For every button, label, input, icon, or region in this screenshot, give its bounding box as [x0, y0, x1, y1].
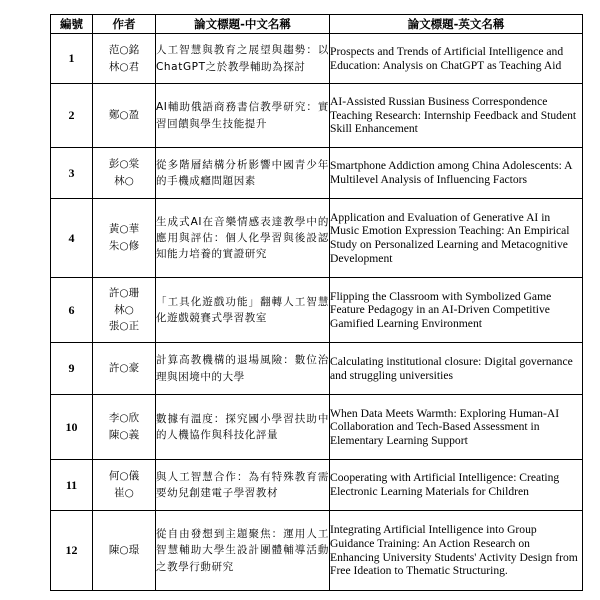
paper-title-zh: AI輔助俄語商務書信教學研究：實習回饋與學生技能提升 — [156, 84, 330, 148]
author-name: 林○ — [114, 175, 134, 187]
paper-authors — [93, 395, 156, 460]
paper-authors — [93, 199, 156, 278]
paper-id: 1 — [51, 34, 93, 84]
header-id: 編號 — [51, 15, 93, 34]
author-name: 林○ — [114, 303, 134, 316]
author-name: 鄭○盈 — [108, 109, 140, 122]
paper-title-zh: 數據有溫度：探究國小學習扶助中的人機協作與科技化評量 — [156, 395, 330, 460]
table-row — [51, 34, 583, 84]
paper-title-en: Cooperating with Artificial Intelligence: Creating Electronic Learning Materials for Children — [330, 460, 583, 511]
paper-authors — [93, 148, 156, 199]
paper-title-en: Calculating institutional closure: Digital governance and struggling universities — [330, 343, 583, 395]
author-name: 彭○棠 — [108, 158, 140, 171]
table-row — [51, 278, 583, 343]
paper-id: 3 — [51, 148, 93, 199]
table-row — [51, 511, 583, 591]
paper-title-en: Integrating Artificial Intelligence into Group Guidance Training: An Action Research on Enhancing University Students' Activity Design from Free Ideation to Thematic Structuring. — [330, 511, 583, 591]
author-name: 何○儀 — [108, 470, 140, 483]
paper-authors — [93, 343, 156, 395]
author-name: 李○欣 — [108, 412, 140, 425]
author-name: 崔○ — [114, 487, 134, 499]
paper-id: 12 — [51, 511, 93, 591]
author-name: 黃○華 — [108, 223, 140, 236]
author-name: 林○君 — [108, 60, 140, 73]
header-authors: 作者 — [93, 15, 156, 34]
paper-authors — [93, 84, 156, 148]
author-name: 許○珊 — [108, 286, 140, 299]
paper-title-en: Smartphone Addiction among China Adolescents: A Multilevel Analysis of Influencing Factors — [330, 148, 583, 199]
table-row — [51, 395, 583, 460]
paper-title-zh: 「工具化遊戲功能」翻轉人工智慧化遊戲競賽式學習教室 — [156, 278, 330, 343]
paper-authors — [93, 511, 156, 591]
author-name: 陳○璟 — [108, 544, 140, 557]
table-row — [51, 460, 583, 511]
paper-id: 9 — [51, 343, 93, 395]
author-name: 許○豪 — [108, 362, 140, 375]
paper-title-en: Application and Evaluation of Generative AI in Music Emotion Expression Teaching: An Empirical Study on Personalized Learning and Metacognitive Development — [330, 199, 583, 278]
paper-id: 10 — [51, 395, 93, 460]
paper-authors — [93, 460, 156, 511]
header-title-en: 論文標題-英文名稱 — [330, 15, 583, 34]
papers-table — [50, 14, 583, 591]
author-name: 范○銘 — [108, 43, 140, 56]
paper-id: 4 — [51, 199, 93, 278]
paper-title-zh: 與人工智慧合作：為有特殊教育需要幼兒創建電子學習教材 — [156, 460, 330, 511]
paper-title-zh: 人工智慧與教育之展望與趨勢：以ChatGPT之於教學輔助為探討 — [156, 34, 330, 84]
paper-title-en: AI-Assisted Russian Business Correspondence Teaching Research: Internship Feedback and Student Skill Enhancement — [330, 84, 583, 148]
paper-id: 11 — [51, 460, 93, 511]
paper-title-zh: 計算高教機構的退場風險：數位治理與困境中的大學 — [156, 343, 330, 395]
table-row — [51, 199, 583, 278]
header-title-zh: 論文標題-中文名稱 — [156, 15, 330, 34]
table-row — [51, 343, 583, 395]
paper-id: 6 — [51, 278, 93, 343]
author-name: 陳○義 — [108, 429, 140, 441]
paper-authors — [93, 34, 156, 84]
paper-authors — [93, 278, 156, 343]
paper-title-en: When Data Meets Warmth: Exploring Human-AI Collaboration and Tech-Based Assessment in Elementary Learning Support — [330, 395, 583, 460]
paper-title-zh: 生成式AI在音樂情感表達教學中的應用與評估：個人化學習與後設認知能力培養的實證研究 — [156, 199, 330, 278]
paper-title-en: Prospects and Trends of Artificial Intelligence and Education: Analysis on ChatGPT as Teaching Aid — [330, 34, 583, 84]
paper-title-zh: 從多階層結構分析影響中國青少年的手機成癮問題因素 — [156, 148, 330, 199]
author-name: 張○正 — [108, 320, 140, 333]
paper-title-zh: 從自由發想到主題聚焦：運用人工智慧輔助大學生設計團體輔導活動之教學行動研究 — [156, 511, 330, 591]
paper-title-en: Flipping the Classroom with Symbolized Game Feature Pedagogy in an AI-Driven Competitive Gamified Learning Environment — [330, 278, 583, 343]
paper-id: 2 — [51, 84, 93, 148]
author-name: 朱○修 — [108, 240, 140, 252]
table-row — [51, 84, 583, 148]
table-row — [51, 148, 583, 199]
header-row — [51, 15, 583, 34]
